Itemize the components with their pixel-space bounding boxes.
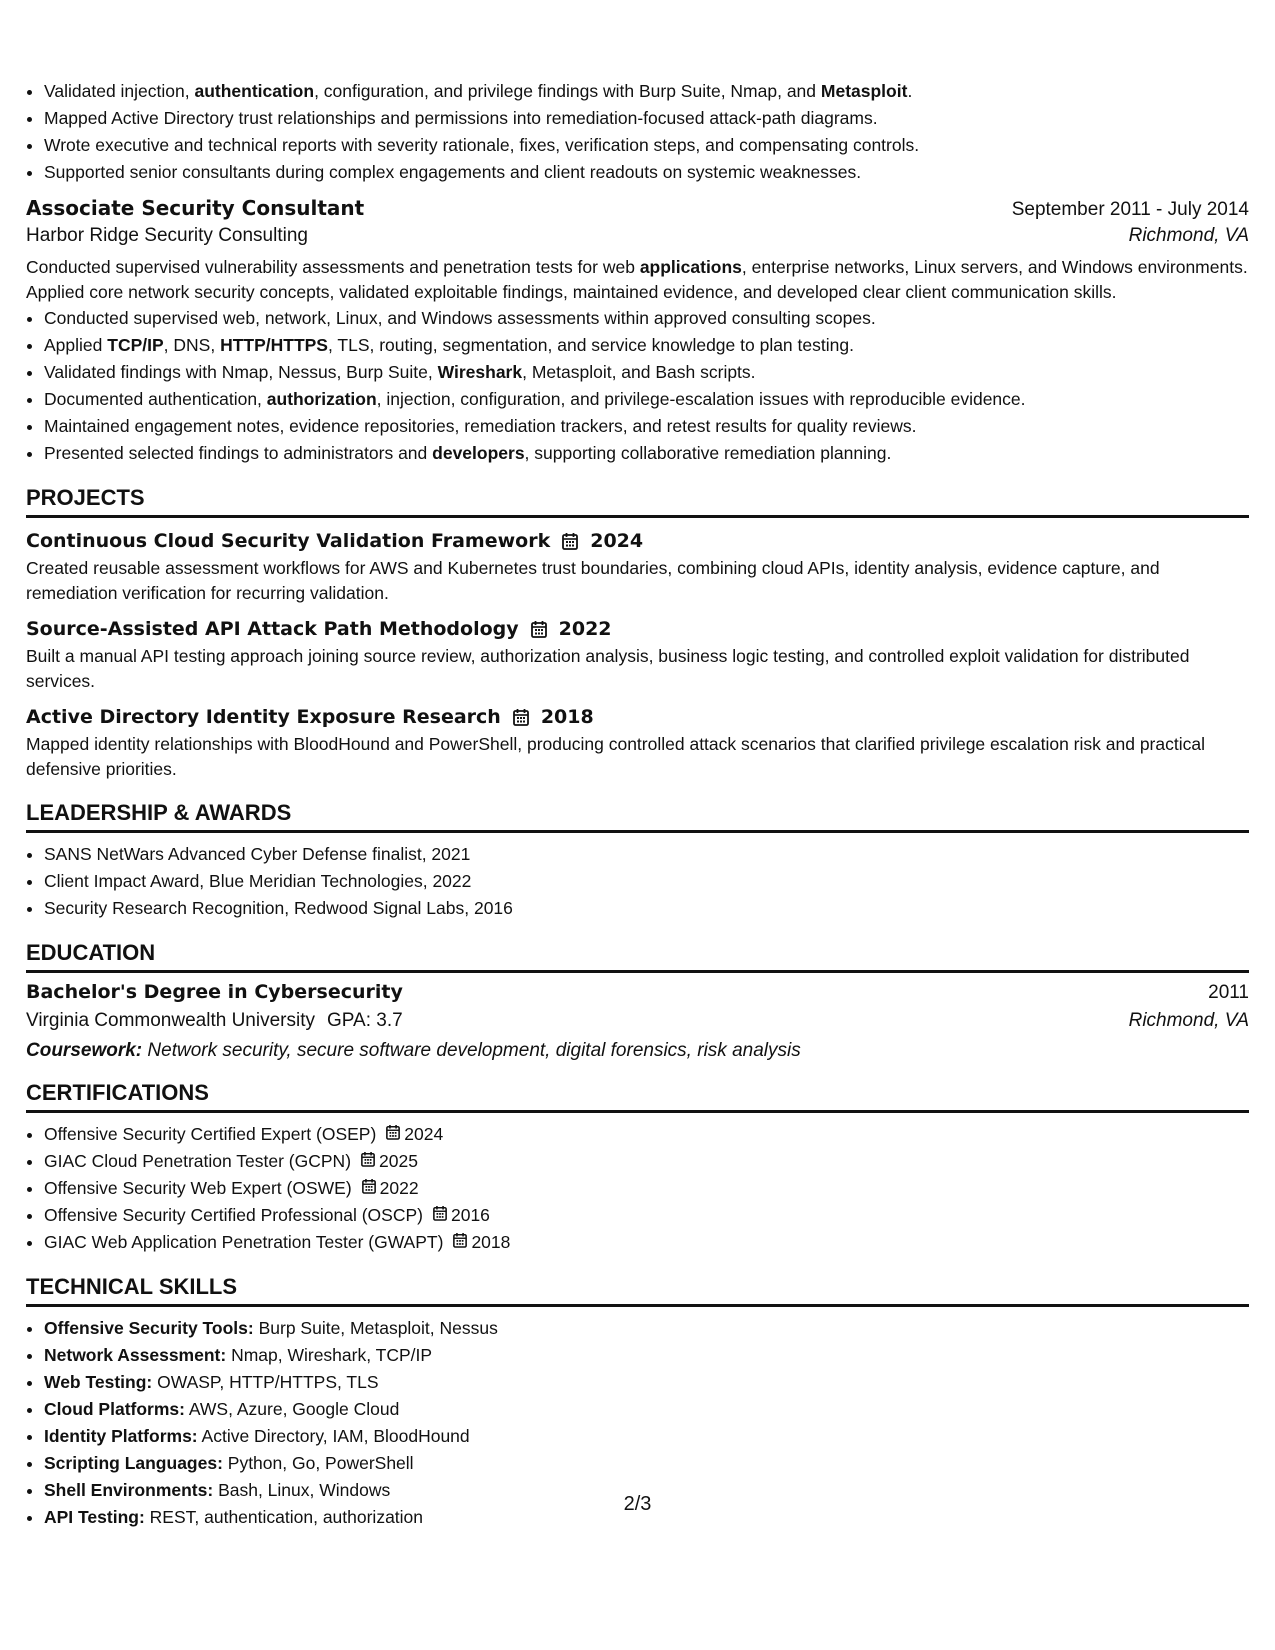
list-item: • Maintained engagement notes, evidence repositories, remediation trackers, and retest results for quality reviews. [44,413,1249,440]
education-degree: Bachelor's Degree in Cybersecurity [26,981,403,1003]
projects-section [26,485,1249,782]
list-item: • Web Testing: OWASP, HTTP/HTTPS, TLS [44,1369,1249,1396]
list-item: • Validated findings with Nmap, Nessus, Burp Suite, Wireshark, Metasploit, and Bash scripts. [44,359,1249,386]
experience-bullet-list [26,78,1249,186]
list-item: • SANS NetWars Advanced Cyber Defense finalist, 2021 [44,841,1249,868]
certifications-list [26,1121,1249,1256]
list-item: • API Testing: REST, authentication, authorization [44,1504,1249,1531]
list-item: • Network Assessment: Nmap, Wireshark, TCP/IP [44,1342,1249,1369]
project-item [26,706,1249,782]
calendar-icon [433,1202,447,1229]
list-item: • Documented authentication, authorization, injection, configuration, and privilege-escalation issues with reproducible evidence. [44,386,1249,413]
section-title-skills: TECHNICAL SKILLS [26,1274,1249,1307]
project-description: Created reusable assessment workflows for AWS and Kubernetes trust boundaries, combining cloud APIs, identity analysis, evidence capture, and remediation verification for recurring validation. [26,558,1160,603]
project-description: Mapped identity relationships with BloodHound and PowerShell, producing controlled attack scenarios that clarified privilege escalation risk and practical defensive priorities. [26,734,1205,779]
calendar-icon [531,620,547,638]
education-coursework: Coursework: Network security, secure software development, digital forensics, risk analysis [26,1040,801,1061]
calendar-icon [361,1148,375,1175]
education-location: Richmond, VA [1128,1010,1249,1031]
project-year: 2024 [590,530,644,552]
list-item: • Scripting Languages: Python, Go, PowerShell [44,1450,1249,1477]
list-item: • Identity Platforms: Active Directory, IAM, BloodHound [44,1423,1249,1450]
list-item: • Offensive Security Web Expert (OSWE) 2022 [44,1175,1249,1202]
list-item: • Conducted supervised web, network, Linux, and Windows assessments within approved consulting scopes. [44,305,1249,332]
list-item: • Cloud Platforms: AWS, Azure, Google Cloud [44,1396,1249,1423]
list-item: • GIAC Cloud Penetration Tester (GCPN) 2025 [44,1148,1249,1175]
list-item: • Supported senior consultants during complex engagements and client readouts on systemic weaknesses. [44,159,1249,186]
project-year: 2018 [540,706,594,728]
section-title-leadership: LEADERSHIP & AWARDS [26,800,1249,833]
list-item: • Offensive Security Tools: Burp Suite, Metasploit, Nessus [44,1315,1249,1342]
calendar-icon [562,532,578,550]
calendar-icon [362,1175,376,1202]
project-name: Source-Assisted API Attack Path Methodology [26,618,519,640]
education-year: 2011 [1208,982,1249,1003]
list-item: • Validated injection, authentication, configuration, and privilege findings with Burp Suite, Nmap, and Metasploit. [44,78,1249,105]
calendar-icon [386,1121,400,1148]
resume-content [26,78,1249,1531]
job-subheader [26,225,1249,247]
job-location: Richmond, VA [1128,225,1249,246]
job-company: Harbor Ridge Security Consulting [26,225,308,246]
calendar-icon [513,708,529,726]
list-item: • Shell Environments: Bash, Linux, Windows [44,1477,1249,1504]
job-dates: September 2011 - July 2014 [1011,199,1249,220]
section-title-certifications: CERTIFICATIONS [26,1080,1249,1113]
list-item: • Presented selected findings to administrators and developers, supporting collaborative remediation planning. [44,440,1249,467]
job-title: Associate Security Consultant [26,196,365,220]
list-item: • Offensive Security Certified Expert (OSEP) 2024 [44,1121,1249,1148]
list-item: • Client Impact Award, Blue Meridian Technologies, 2022 [44,868,1249,895]
list-item: • Mapped Active Directory trust relationships and permissions into remediation-focused attack-path diagrams. [44,105,1249,132]
job-summary: Conducted supervised vulnerability assessments and penetration tests for web applications, enterprise networks, Linux servers, and Windows environments. Applied core network security concepts, validated exploitable findings, maintained evidence, and developed clear client communication skills. [26,257,1248,302]
section-title-projects: PROJECTS [26,485,1249,518]
certifications-section [26,1080,1249,1256]
project-item [26,530,1249,606]
project-name: Active Directory Identity Exposure Research [26,706,501,728]
leadership-list [26,841,1249,922]
project-name: Continuous Cloud Security Validation Framework [26,530,551,552]
project-item [26,618,1249,694]
list-item: • Wrote executive and technical reports with severity rationale, fixes, verification steps, and compensating controls. [44,132,1249,159]
education-university: Virginia Commonwealth University [26,1010,315,1031]
education-gpa: GPA: 3.7 [326,1010,403,1031]
calendar-icon [453,1229,467,1256]
list-item: • Offensive Security Certified Professional (OSCP) 2016 [44,1202,1249,1229]
job-header [26,196,1249,221]
list-item: • GIAC Web Application Penetration Tester (GWAPT) 2018 [44,1229,1249,1256]
job-bullet-list [26,305,1249,467]
project-year: 2022 [558,618,612,640]
leadership-section [26,800,1249,922]
list-item: • Applied TCP/IP, DNS, HTTP/HTTPS, TLS, routing, segmentation, and service knowledge to plan testing. [44,332,1249,359]
list-item: • Security Research Recognition, Redwood Signal Labs, 2016 [44,895,1249,922]
page-number: 2/3 [623,1493,652,1515]
education-section [26,940,1249,1062]
section-title-education: EDUCATION [26,940,1249,973]
project-description: Built a manual API testing approach joining source review, authorization analysis, business logic testing, and controlled exploit validation for distributed services. [26,646,1190,691]
